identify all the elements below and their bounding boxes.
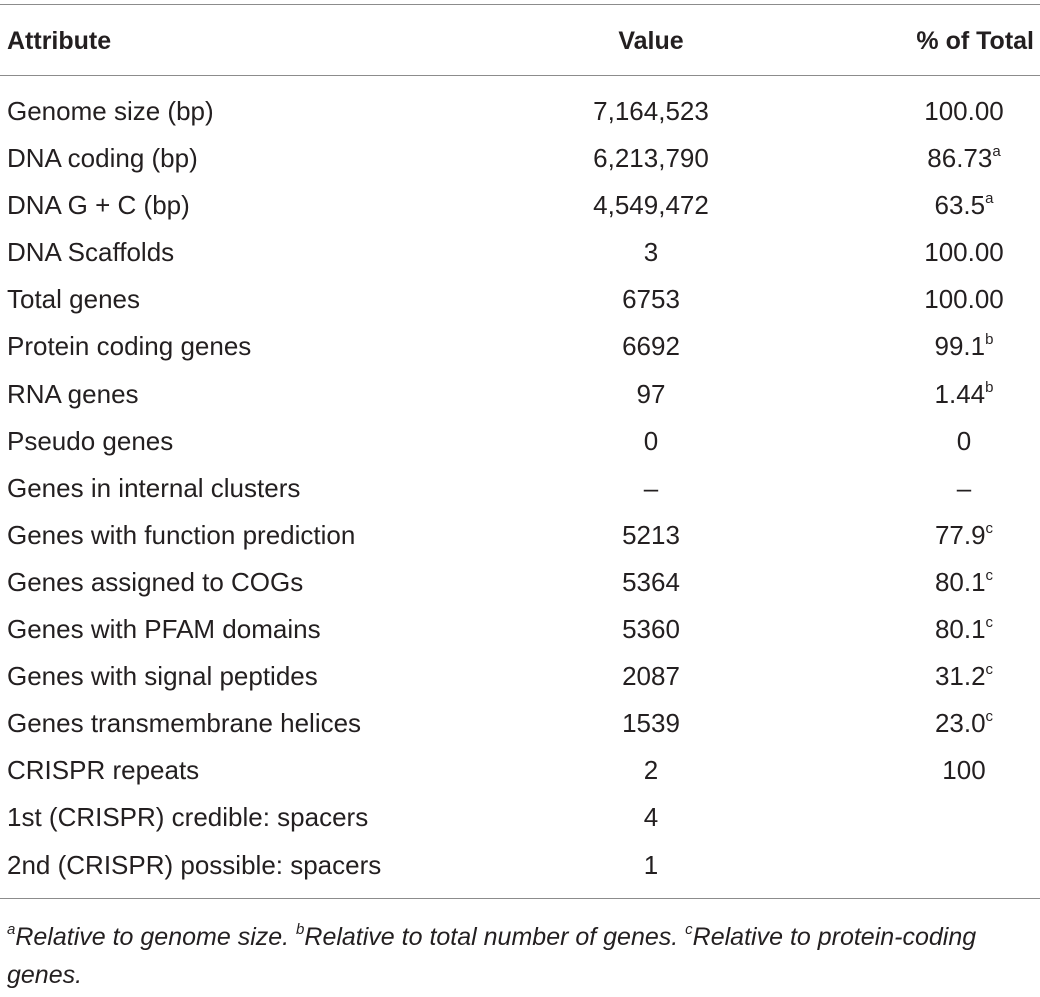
row-attribute: DNA G + C (bp) — [7, 190, 190, 221]
row-percent-text: 23.0 — [934, 708, 986, 739]
footnote-text-b: Relative to total number of genes. — [304, 923, 686, 951]
table-row — [0, 89, 1040, 136]
row-value: 1539 — [622, 708, 680, 739]
row-value: 6692 — [622, 331, 680, 362]
row-percent — [884, 661, 1040, 691]
table-row — [0, 701, 1040, 748]
table-row — [0, 277, 1040, 324]
row-footnote-mark: c — [985, 614, 994, 632]
row-percent-text: 100.00 — [924, 284, 1004, 315]
row-percent-text: 1.44 — [934, 378, 986, 409]
row-percent-text: 100.00 — [924, 96, 1004, 126]
row-percent-text: 80.1 — [934, 566, 986, 597]
row-percent-text: 80.1 — [934, 614, 986, 645]
row-percent-text: 63.5 — [934, 190, 986, 221]
footnote-text-c: Relative to protein-coding genes. — [7, 923, 977, 989]
row-attribute: 2nd (CRISPR) possible: spacers — [7, 849, 382, 880]
row-attribute: Genes with PFAM domains — [7, 614, 321, 645]
row-percent — [884, 708, 1040, 738]
row-value: 4,549,472 — [593, 190, 709, 221]
row-footnote-mark: a — [985, 190, 994, 208]
footnote-mark-a: a — [7, 921, 16, 938]
row-value: – — [643, 472, 659, 503]
row-footnote-mark: c — [985, 708, 994, 726]
table-row — [0, 230, 1040, 277]
row-value: 97 — [636, 378, 666, 409]
table-row — [0, 795, 1040, 842]
row-percent-text: 77.9 — [934, 519, 986, 550]
header-value: Value — [618, 27, 684, 55]
row-attribute: Genes in internal clusters — [7, 472, 301, 503]
row-percent — [884, 237, 1040, 267]
row-percent — [884, 190, 1040, 220]
row-footnote-mark: c — [985, 519, 994, 537]
row-percent-text: 99.1 — [934, 331, 986, 362]
row-percent — [884, 755, 1040, 785]
table-body — [0, 89, 1040, 890]
header-attribute: Attribute — [7, 27, 112, 55]
row-attribute: Genes with function prediction — [7, 519, 356, 550]
row-value: 4 — [643, 802, 659, 833]
row-attribute: CRISPR repeats — [7, 755, 200, 786]
header-percent-of-total: % of Total — [916, 27, 1034, 55]
table-row — [0, 513, 1040, 560]
row-percent — [884, 567, 1040, 597]
row-attribute: Total genes — [7, 284, 140, 315]
row-footnote-mark: b — [985, 378, 994, 396]
row-attribute: Pseudo genes — [7, 425, 174, 456]
row-value: 5360 — [622, 614, 680, 645]
row-attribute: Genes assigned to COGs — [7, 566, 304, 597]
footnote-mark-c: c — [685, 921, 693, 938]
row-attribute: Genome size (bp) — [7, 96, 214, 126]
row-percent-text: 100.00 — [924, 237, 1004, 268]
row-attribute: RNA genes — [7, 378, 139, 409]
table-row — [0, 372, 1040, 419]
row-percent — [884, 473, 1040, 503]
row-value: 2 — [643, 755, 659, 786]
row-percent — [884, 379, 1040, 409]
row-footnote-mark: a — [992, 143, 1001, 161]
row-percent — [884, 614, 1040, 644]
table-header-rule — [0, 75, 1040, 76]
row-value: 3 — [643, 237, 659, 268]
table-row — [0, 607, 1040, 654]
table-row — [0, 419, 1040, 466]
row-percent-text: 100 — [942, 755, 986, 786]
row-percent-text: 31.2 — [934, 661, 986, 692]
table-footnote — [7, 918, 1035, 994]
row-attribute: Genes transmembrane helices — [7, 708, 362, 739]
row-percent-text: 0 — [956, 425, 972, 456]
table-row — [0, 183, 1040, 230]
row-attribute: DNA coding (bp) — [7, 143, 198, 174]
table-row — [0, 654, 1040, 701]
row-attribute: 1st (CRISPR) credible: spacers — [7, 802, 369, 833]
row-value: 6,213,790 — [593, 143, 709, 174]
row-attribute: DNA Scaffolds — [7, 237, 175, 268]
row-percent-text: – — [956, 472, 972, 503]
row-value: 1 — [643, 849, 659, 880]
row-percent — [884, 96, 1040, 126]
row-percent-text: 86.73 — [927, 143, 993, 174]
table-row — [0, 466, 1040, 513]
row-percent — [884, 426, 1040, 456]
table-row — [0, 560, 1040, 607]
row-value: 7,164,523 — [593, 96, 709, 126]
table-header-row — [0, 4, 1040, 75]
row-percent — [884, 520, 1040, 550]
row-attribute: Genes with signal peptides — [7, 661, 318, 692]
row-footnote-mark: c — [985, 566, 994, 584]
table-row — [0, 748, 1040, 795]
row-footnote-mark: b — [985, 331, 994, 349]
row-value: 2087 — [622, 661, 680, 692]
row-footnote-mark: c — [985, 661, 994, 679]
footnote-mark-b: b — [296, 921, 305, 938]
table-row — [0, 324, 1040, 371]
row-value: 5213 — [622, 519, 680, 550]
row-value: 5364 — [622, 566, 680, 597]
row-percent — [884, 284, 1040, 314]
row-percent — [884, 331, 1040, 361]
table-row — [0, 136, 1040, 183]
row-attribute: Protein coding genes — [7, 331, 252, 362]
footnote-text-a: Relative to genome size. — [15, 923, 297, 951]
table-bottom-rule — [0, 898, 1040, 899]
table-row — [0, 843, 1040, 890]
row-value: 0 — [643, 425, 659, 456]
row-percent — [884, 143, 1040, 173]
row-value: 6753 — [622, 284, 680, 315]
